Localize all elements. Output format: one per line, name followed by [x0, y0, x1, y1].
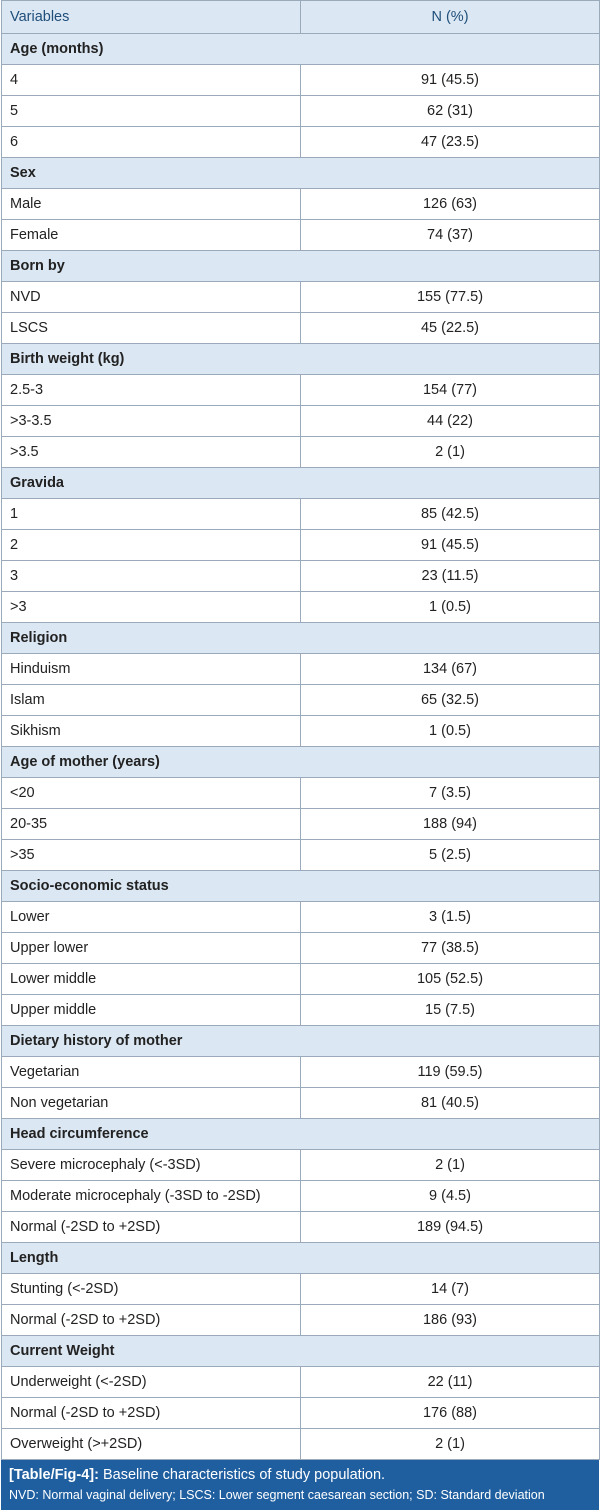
row-value: 105 (52.5)	[301, 964, 600, 995]
row-value: 85 (42.5)	[301, 499, 600, 530]
row-value: 81 (40.5)	[301, 1088, 600, 1119]
baseline-characteristics-table	[1, 0, 600, 1460]
row-value: 44 (22)	[301, 406, 600, 437]
row-label: Overweight (>+2SD)	[2, 1429, 301, 1460]
row-value: 77 (38.5)	[301, 933, 600, 964]
row-label: >35	[2, 840, 301, 871]
row-value: 155 (77.5)	[301, 282, 600, 313]
row-label: 6	[2, 127, 301, 158]
table-row	[2, 65, 600, 96]
section-title: Birth weight (kg)	[2, 344, 600, 375]
row-label: 20-35	[2, 809, 301, 840]
table-row	[2, 1367, 600, 1398]
row-label: LSCS	[2, 313, 301, 344]
section-row	[2, 1243, 600, 1274]
table-row	[2, 995, 600, 1026]
row-value: 1 (0.5)	[301, 592, 600, 623]
row-label: 2.5-3	[2, 375, 301, 406]
row-label: Upper middle	[2, 995, 301, 1026]
section-title: Dietary history of mother	[2, 1026, 600, 1057]
row-value: 2 (1)	[301, 437, 600, 468]
table-row	[2, 902, 600, 933]
row-value: 22 (11)	[301, 1367, 600, 1398]
section-title: Head circumference	[2, 1119, 600, 1150]
row-value: 186 (93)	[301, 1305, 600, 1336]
table-row	[2, 406, 600, 437]
row-value: 62 (31)	[301, 96, 600, 127]
row-value: 14 (7)	[301, 1274, 600, 1305]
row-label: NVD	[2, 282, 301, 313]
row-value: 45 (22.5)	[301, 313, 600, 344]
row-value: 47 (23.5)	[301, 127, 600, 158]
row-value: 74 (37)	[301, 220, 600, 251]
row-label: Normal (-2SD to +2SD)	[2, 1212, 301, 1243]
section-row	[2, 344, 600, 375]
section-title: Religion	[2, 623, 600, 654]
table-row	[2, 375, 600, 406]
table-row	[2, 530, 600, 561]
table-row	[2, 561, 600, 592]
row-value: 189 (94.5)	[301, 1212, 600, 1243]
row-value: 91 (45.5)	[301, 65, 600, 96]
section-row	[2, 623, 600, 654]
row-label: <20	[2, 778, 301, 809]
row-label: 4	[2, 65, 301, 96]
row-label: Lower middle	[2, 964, 301, 995]
row-label: Upper lower	[2, 933, 301, 964]
table-row	[2, 1212, 600, 1243]
table-row	[2, 1181, 600, 1212]
section-title: Age (months)	[2, 34, 600, 65]
table-row	[2, 1274, 600, 1305]
section-row	[2, 1026, 600, 1057]
section-title: Current Weight	[2, 1336, 600, 1367]
row-value: 154 (77)	[301, 375, 600, 406]
table-row	[2, 96, 600, 127]
table-row	[2, 778, 600, 809]
row-value: 5 (2.5)	[301, 840, 600, 871]
table-row	[2, 654, 600, 685]
header-row	[2, 1, 600, 34]
row-label: Sikhism	[2, 716, 301, 747]
caption-label: [Table/Fig-4]:	[9, 1467, 99, 1483]
table-row	[2, 499, 600, 530]
caption-text: Baseline characteristics of study population.	[98, 1467, 386, 1483]
row-label: Underweight (<-2SD)	[2, 1367, 301, 1398]
row-label: Lower	[2, 902, 301, 933]
table-row	[2, 189, 600, 220]
row-value: 7 (3.5)	[301, 778, 600, 809]
row-label: Vegetarian	[2, 1057, 301, 1088]
table-row	[2, 127, 600, 158]
section-row	[2, 251, 600, 282]
row-value: 23 (11.5)	[301, 561, 600, 592]
table-row	[2, 716, 600, 747]
row-value: 176 (88)	[301, 1398, 600, 1429]
section-row	[2, 158, 600, 189]
section-title: Age of mother (years)	[2, 747, 600, 778]
section-row	[2, 468, 600, 499]
row-label: 3	[2, 561, 301, 592]
header-variables: Variables	[2, 1, 301, 34]
section-row	[2, 34, 600, 65]
section-title: Gravida	[2, 468, 600, 499]
table-row	[2, 1398, 600, 1429]
row-value: 126 (63)	[301, 189, 600, 220]
section-row	[2, 871, 600, 902]
row-label: Islam	[2, 685, 301, 716]
table-row	[2, 933, 600, 964]
row-value: 15 (7.5)	[301, 995, 600, 1026]
row-value: 188 (94)	[301, 809, 600, 840]
table-row	[2, 592, 600, 623]
section-title: Length	[2, 1243, 600, 1274]
table-row	[2, 1150, 600, 1181]
table-row	[2, 809, 600, 840]
section-title: Born by	[2, 251, 600, 282]
section-row	[2, 1119, 600, 1150]
row-value: 119 (59.5)	[301, 1057, 600, 1088]
section-row	[2, 1336, 600, 1367]
row-value: 3 (1.5)	[301, 902, 600, 933]
table-caption	[1, 1460, 599, 1510]
table-row	[2, 437, 600, 468]
section-title: Socio-economic status	[2, 871, 600, 902]
table-row	[2, 220, 600, 251]
header-n-percent: N (%)	[301, 1, 600, 34]
row-label: Moderate microcephaly (-3SD to -2SD)	[2, 1181, 301, 1212]
row-label: Severe microcephaly (<-3SD)	[2, 1150, 301, 1181]
row-label: >3.5	[2, 437, 301, 468]
row-value: 2 (1)	[301, 1429, 600, 1460]
caption-footnote: NVD: Normal vaginal delivery; LSCS: Lower segment caesarean section; SD: Standard deviation	[9, 1488, 545, 1502]
row-label: Hinduism	[2, 654, 301, 685]
row-value: 134 (67)	[301, 654, 600, 685]
table-row	[2, 313, 600, 344]
table-figure	[1, 0, 599, 1510]
row-label: Non vegetarian	[2, 1088, 301, 1119]
row-label: Normal (-2SD to +2SD)	[2, 1398, 301, 1429]
row-label: Stunting (<-2SD)	[2, 1274, 301, 1305]
row-label: Normal (-2SD to +2SD)	[2, 1305, 301, 1336]
table-row	[2, 1305, 600, 1336]
table-row	[2, 1429, 600, 1460]
table-row	[2, 282, 600, 313]
row-value: 91 (45.5)	[301, 530, 600, 561]
table-row	[2, 685, 600, 716]
table-row	[2, 1057, 600, 1088]
section-row	[2, 747, 600, 778]
row-label: Male	[2, 189, 301, 220]
row-label: Female	[2, 220, 301, 251]
row-label: >3-3.5	[2, 406, 301, 437]
section-title: Sex	[2, 158, 600, 189]
row-label: 5	[2, 96, 301, 127]
row-value: 9 (4.5)	[301, 1181, 600, 1212]
row-value: 65 (32.5)	[301, 685, 600, 716]
table-row	[2, 840, 600, 871]
row-label: >3	[2, 592, 301, 623]
row-label: 2	[2, 530, 301, 561]
table-row	[2, 1088, 600, 1119]
row-value: 1 (0.5)	[301, 716, 600, 747]
row-value: 2 (1)	[301, 1150, 600, 1181]
row-label: 1	[2, 499, 301, 530]
table-row	[2, 964, 600, 995]
